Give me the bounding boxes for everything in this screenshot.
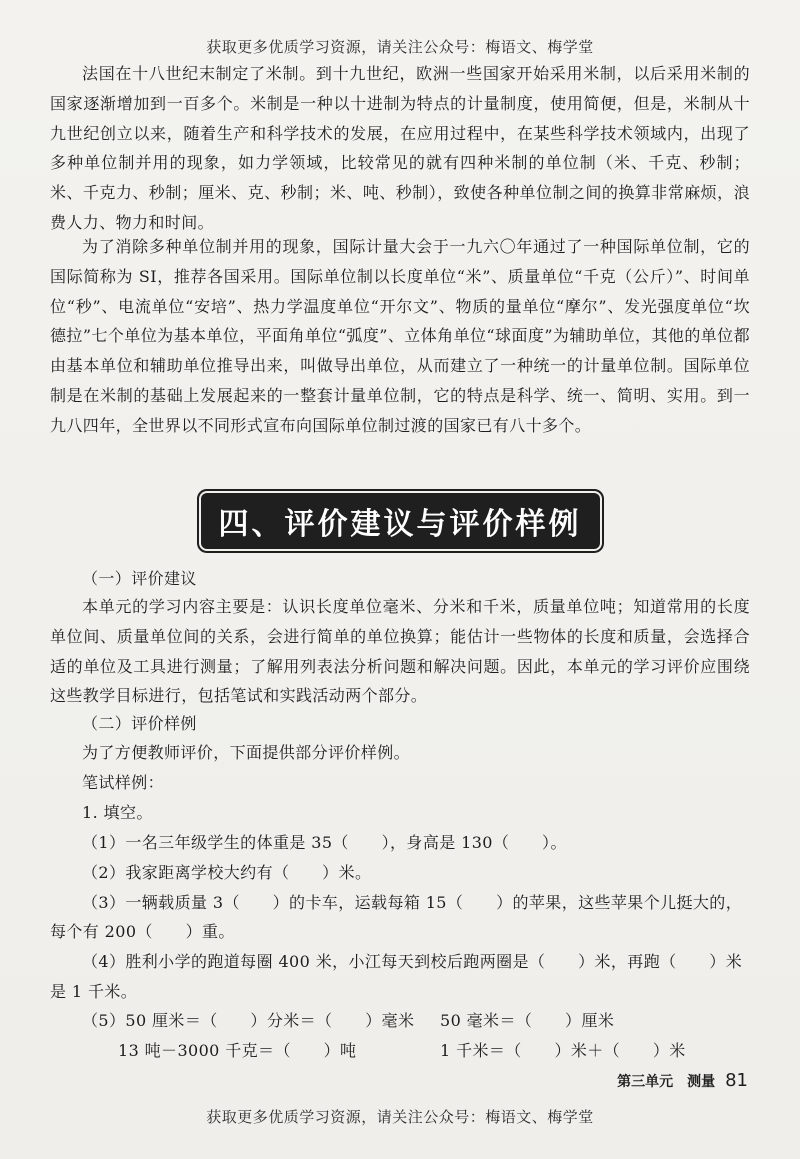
paragraph-si-units — [50, 232, 750, 441]
page-number: 81 — [725, 1070, 748, 1091]
question-item-3: （3）一辆载质量 3（ ）的卡车，运载每箱 15（ ）的苹果，这些苹果个儿挺大的， — [82, 893, 743, 912]
written-test-label: 笔试样例： — [82, 773, 165, 792]
paragraph-metric-history — [50, 59, 750, 238]
question-item-2: （2）我家距离学校大约有（ ）米。 — [82, 863, 372, 882]
question-item-4: （4）胜利小学的跑道每圈 400 米，小江每天到校后跑两圈是（ ）米，再跑（ ）米 — [82, 952, 743, 971]
question-item-3-cont: 每个有 200（ ）重。 — [50, 922, 235, 941]
question-item-1: （1）一名三年级学生的体重是 35（ ），身高是 130（ ）。 — [82, 833, 567, 852]
subheading-evaluation-samples: （二）评价样例 — [82, 714, 197, 733]
question-item-5-right: 50 毫米＝（ ）厘米 — [440, 1011, 615, 1030]
question-item-4-cont: 是 1 千米。 — [50, 982, 138, 1001]
paragraph-text: 为了消除多种单位制并用的现象，国际计量大会于一九六〇年通过了一种国际单位制，它的国际简称为 SI，推荐各国采用。国际单位制以长度单位“米”、质量单位“千克（公斤）”、时间单位“秒”、电流单位“安培”、热力学温度单位“开尔文”、物质的量单位“摩尔”、发光强度单位“坎德拉”七个单位为基本单位，平面角单位“弧度”、立体角单位“球面度”为辅助单位，其他的单位都由基本单位和辅助单位推导出来，叫做导出单位，从而建立了一种统一的计量单位制。国际单位制是在米制的基础上发展起来的一整套计量单位制，它的特点是科学、统一、简明、实用。到一九八四年，全世界以不同形式宣布向国际单位制过渡的国家已有八十多个。 — [50, 237, 750, 435]
watermark-top: 获取更多优质学习资源，请关注公众号：梅语文、梅学堂 — [206, 38, 594, 56]
footer-unit-title: 第三单元 测量 — [617, 1074, 716, 1090]
samples-intro: 为了方便教师评价，下面提供部分评价样例。 — [82, 743, 411, 762]
evaluation-advice-text: 本单元的学习内容主要是：认识长度单位毫米、分米和千米，质量单位吨；知道常用的长度单位间、质量单位间的关系，会进行简单的单位换算；能估计一些物体的长度和质量，会选择合适的单位及工具进行测量；了解用列表法分析问题和解决问题。因此，本单元的学习评价应围绕这些教学目标进行，包括笔试和实践活动两个部分。 — [50, 597, 750, 706]
page-footer — [617, 1070, 748, 1091]
question-item-5b-left: 13 吨－3000 千克＝（ ）吨 — [118, 1041, 357, 1060]
subheading-evaluation-advice: （一）评价建议 — [82, 569, 197, 588]
section-heading-banner — [0, 496, 800, 546]
watermark-bottom: 获取更多优质学习资源，请关注公众号：梅语文、梅学堂 — [206, 1108, 594, 1126]
section-title: 四、评价建议与评价样例 — [203, 495, 598, 547]
question-fill-in: 1. 填空。 — [82, 803, 153, 822]
question-item-5b-right: 1 千米＝（ ）米＋（ ）米 — [440, 1041, 686, 1060]
question-item-5-left: （5）50 厘米＝（ ）分米＝（ ）毫米 — [82, 1011, 415, 1030]
paragraph-text: 法国在十八世纪末制定了米制。到十九世纪，欧洲一些国家开始采用米制，以后采用米制的国家逐渐增加到一百多个。米制是一种以十进制为特点的计量制度，使用简便，但是，米制从十九世纪创立以来，随着生产和科学技术的发展，在应用过程中，在某些科学技术领域内，出现了多种单位制并用的现象，如力学领域，比较常见的就有四种米制的单位制（米、千克、秒制；米、千克力、秒制；厘米、克、秒制；米、吨、秒制），致使各种单位制之间的换算非常麻烦，浪费人力、物力和时间。 — [50, 64, 750, 232]
